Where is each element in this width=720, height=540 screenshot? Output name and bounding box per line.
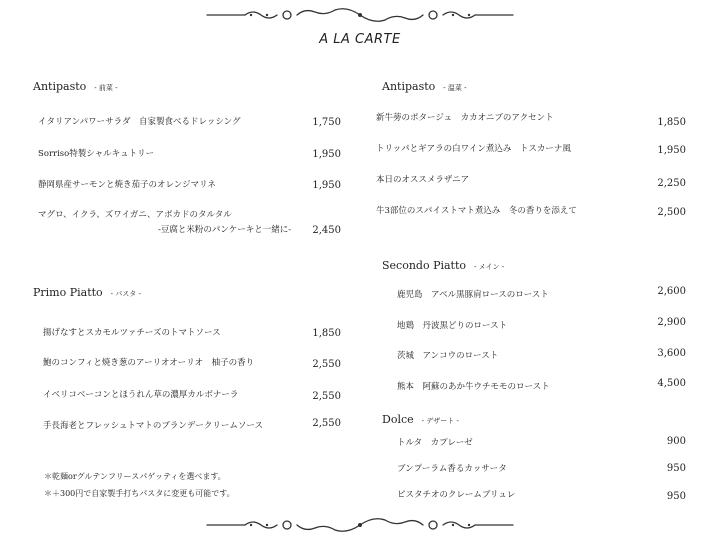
section-subtitle: - パスタ - <box>110 290 141 298</box>
section-title: Antipasto <box>382 80 436 93</box>
menu-item-note: -豆腐と米粉のパンケーキと一緒に- <box>158 225 292 235</box>
menu-item-name: 鹿児島 アベル黒豚肩ロースのロースト <box>397 290 549 300</box>
section-title: Antipasto <box>33 80 87 93</box>
section-secondo-piatto <box>382 259 504 272</box>
menu-item-name: 手長海老とフレッシュトマトのブランデークリームソース <box>43 421 263 431</box>
section-title: Secondo Piatto <box>382 259 467 272</box>
section-subtitle: - 前菜 - <box>94 84 118 92</box>
ornament-divider-bottom <box>205 516 515 534</box>
menu-item-name: 揚げなすとスカモルツァチーズのトマトソース <box>43 328 221 338</box>
menu-item-price: 1,850 <box>657 117 686 128</box>
menu-item-name: 茨城 アンコウのロースト <box>397 351 499 361</box>
menu-item-price: 1,950 <box>312 149 341 160</box>
menu-item-name: 地鶏 丹波黒どりのロースト <box>397 321 508 331</box>
pasta-note: ＊乾麺orグルテンフリースパゲッティを選べます。 <box>44 472 226 481</box>
section-subtitle: - 温菜 - <box>443 84 467 92</box>
menu-item-price: 3,600 <box>657 348 686 359</box>
menu-item-price: 2,550 <box>312 391 341 402</box>
menu-item-name: 鮑のコンフィと焼き葱のアーリオオーリオ 柚子の香り <box>43 358 255 368</box>
menu-item-name: トリッパとギアラの白ワイン煮込み トスカーナ風 <box>376 144 571 154</box>
menu-item-price: 2,600 <box>657 286 686 297</box>
menu-item-name: 熊本 阿蘇のあか牛ウチモモのロースト <box>397 382 550 392</box>
menu-item-name: ピスタチオのクレームブリュレ <box>397 490 516 500</box>
pasta-note: ＊＋300円で自家製手打ちパスタに変更も可能です。 <box>44 489 235 498</box>
menu-item-price: 2,550 <box>312 359 341 370</box>
menu-item-price: 1,750 <box>312 117 341 128</box>
section-subtitle: - メイン - <box>474 263 505 271</box>
menu-item-price: 2,550 <box>312 418 341 429</box>
menu-item-price: 2,900 <box>657 317 686 328</box>
section-antipasto-warm <box>382 80 466 93</box>
menu-item-price: 950 <box>666 463 686 474</box>
menu-item-price: 950 <box>666 491 686 502</box>
section-title: Dolce <box>382 413 414 426</box>
menu-item-name: ブンプーラム香るカッサータ <box>397 464 507 474</box>
menu-item-name: 牛3部位のスパイストマト煮込み 冬の香りを添えて <box>376 206 577 216</box>
menu-item-price: 1,950 <box>657 145 686 156</box>
menu-item-name: 本日のオススメラザニア <box>376 175 470 185</box>
ornament-divider-top <box>205 6 515 24</box>
section-subtitle: - デザート - <box>421 417 459 425</box>
section-antipasto-cold <box>33 80 117 93</box>
menu-title: A LA CARTE <box>319 32 401 47</box>
menu-item-name: マグロ、イクラ、ズワイガニ、アボカドのタルタル <box>38 210 232 220</box>
section-primo-piatto <box>33 286 141 299</box>
section-title: Primo Piatto <box>33 286 103 299</box>
menu-item-price: 4,500 <box>657 378 686 389</box>
menu-item-name: トルタ カプレーゼ <box>397 438 473 448</box>
menu-item-name: イタリアンパワーサラダ 自家製食べるドレッシング <box>38 117 241 127</box>
menu-item-price: 1,850 <box>312 328 341 339</box>
menu-item-name: イベリコベーコンとほうれん草の濃厚カルボナーラ <box>43 390 239 400</box>
menu-item-name: 静岡県産サーモンと焼き茄子のオレンジマリネ <box>38 180 216 190</box>
menu-item-name: 新牛蒡のポタージュ カカオニブのアクセント <box>376 113 554 123</box>
menu-item-name: Sorriso特製シャルキュトリー <box>38 149 155 159</box>
menu-item-price: 900 <box>666 436 686 447</box>
menu-item-price: 1,950 <box>312 180 341 191</box>
menu-item-price: 2,250 <box>657 178 686 189</box>
section-dolce <box>382 413 459 426</box>
menu-item-price: 2,500 <box>657 207 686 218</box>
menu-item-price: 2,450 <box>312 225 341 236</box>
